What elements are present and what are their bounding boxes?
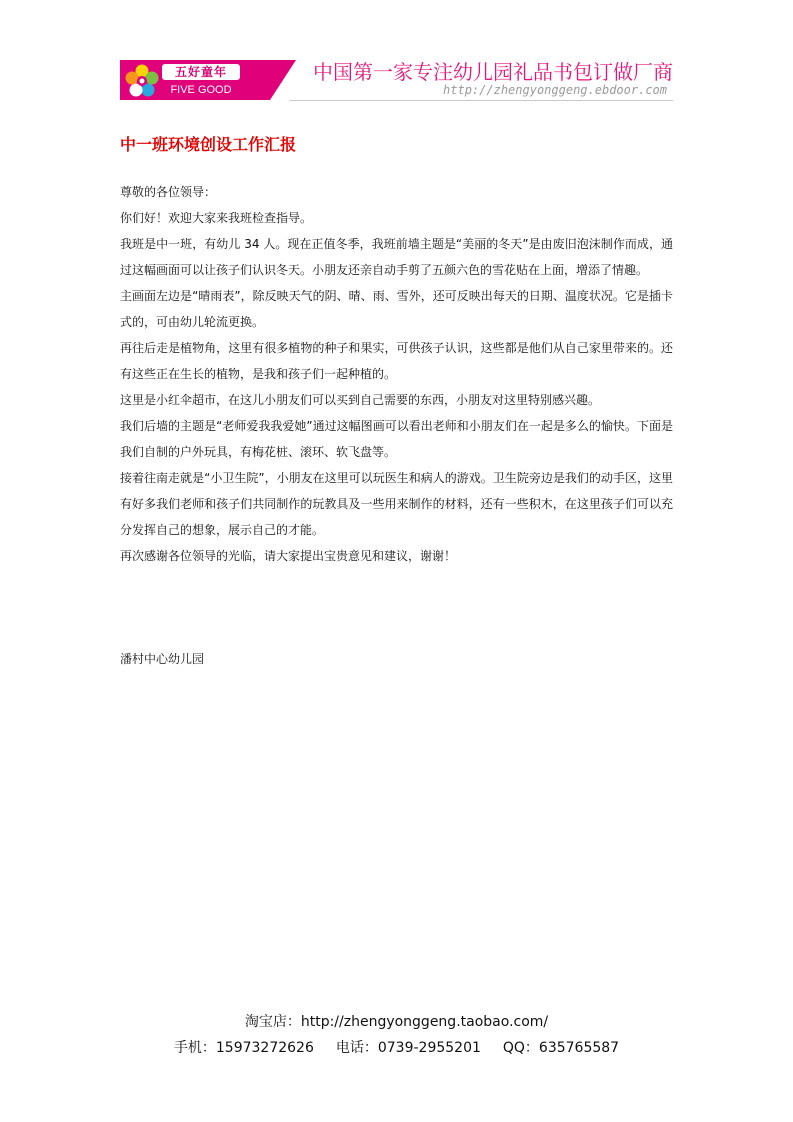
page-footer [0,1009,793,1061]
logo-arrow-decoration [270,60,296,100]
logo-chinese-text: 五好童年 [162,64,240,80]
page-header [120,58,673,102]
header-url[interactable]: http://zhengyonggeng.ebdoor.com [443,83,667,97]
paragraph-clinic: 接着往南走就是“小卫生院”，小朋友在这里可以玩医生和病人的游戏。卫生院旁边是我们的动手区，这里有好多我们老师和孩子们共同制作的玩教具及一些用来制作的材料，还有一些积木，在这里孩子们可以充分发挥自己的想象，展示自己的才能。 [120,471,673,537]
footer-shop-link[interactable]: 淘宝店：http://zhengyonggeng.taobao.com/ [244,1014,549,1030]
header-slogan: 中国第一家专注幼儿园礼品书包订做厂商 [313,60,673,84]
paragraph-plant-corner: 再往后走是植物角，这里有很多植物的种子和果实，可供孩子认识，这些都是他们从自己家里带来的。还有这些正在生长的植物，是我和孩子们一起种植的。 [120,341,673,381]
greeting: 你们好！欢迎大家来我班检查指导。 [120,211,313,225]
footer-contacts [0,1035,793,1061]
document-title: 中一班环境创设工作汇报 [120,135,297,154]
document-body [120,179,673,569]
footer-tel: 电话：0739-2955201 [335,1040,481,1056]
header-divider [290,100,673,101]
paragraph-supermarket: 这里是小红伞超市，在这儿小朋友们可以买到自己需要的东西，小朋友对这里特别感兴趣。 [120,393,601,407]
footer-phone: 手机：15973272626 [173,1040,314,1056]
paragraph-weather-chart: 主画面左边是“晴雨表”，除反映天气的阴、晴、雨、雪外，还可反映出每天的日期、温度状况。它是插卡式的，可由幼儿轮流更换。 [120,289,673,329]
salutation: 尊敬的各位领导： [120,185,217,199]
logo-english-text: FIVE GOOD [170,84,232,96]
paragraph-front-wall: 我班是中一班，有幼儿 34 人。现在正值冬季，我班前墙主题是“美丽的冬天”是由废旧泡沫制作而成，通过这幅画面可以让孩子们认识冬天。小朋友还亲自动手剪了五颜六色的雪花贴在上面，增添了情趣。 [120,237,673,277]
paragraph-back-wall: 我们后墙的主题是“老师爱我我爱她”通过这幅图画可以看出老师和小朋友们在一起是多么的愉快。下面是我们自制的户外玩具，有梅花桩、滚环、软飞盘等。 [120,419,673,459]
closing-thanks: 再次感谢各位领导的光临，请大家提出宝贵意见和建议，谢谢！ [120,549,457,563]
signature: 潘村中心幼儿园 [120,652,205,666]
footer-qq: QQ：635765587 [502,1040,620,1056]
flower-logo-icon [124,63,160,99]
brand-logo [120,60,270,100]
